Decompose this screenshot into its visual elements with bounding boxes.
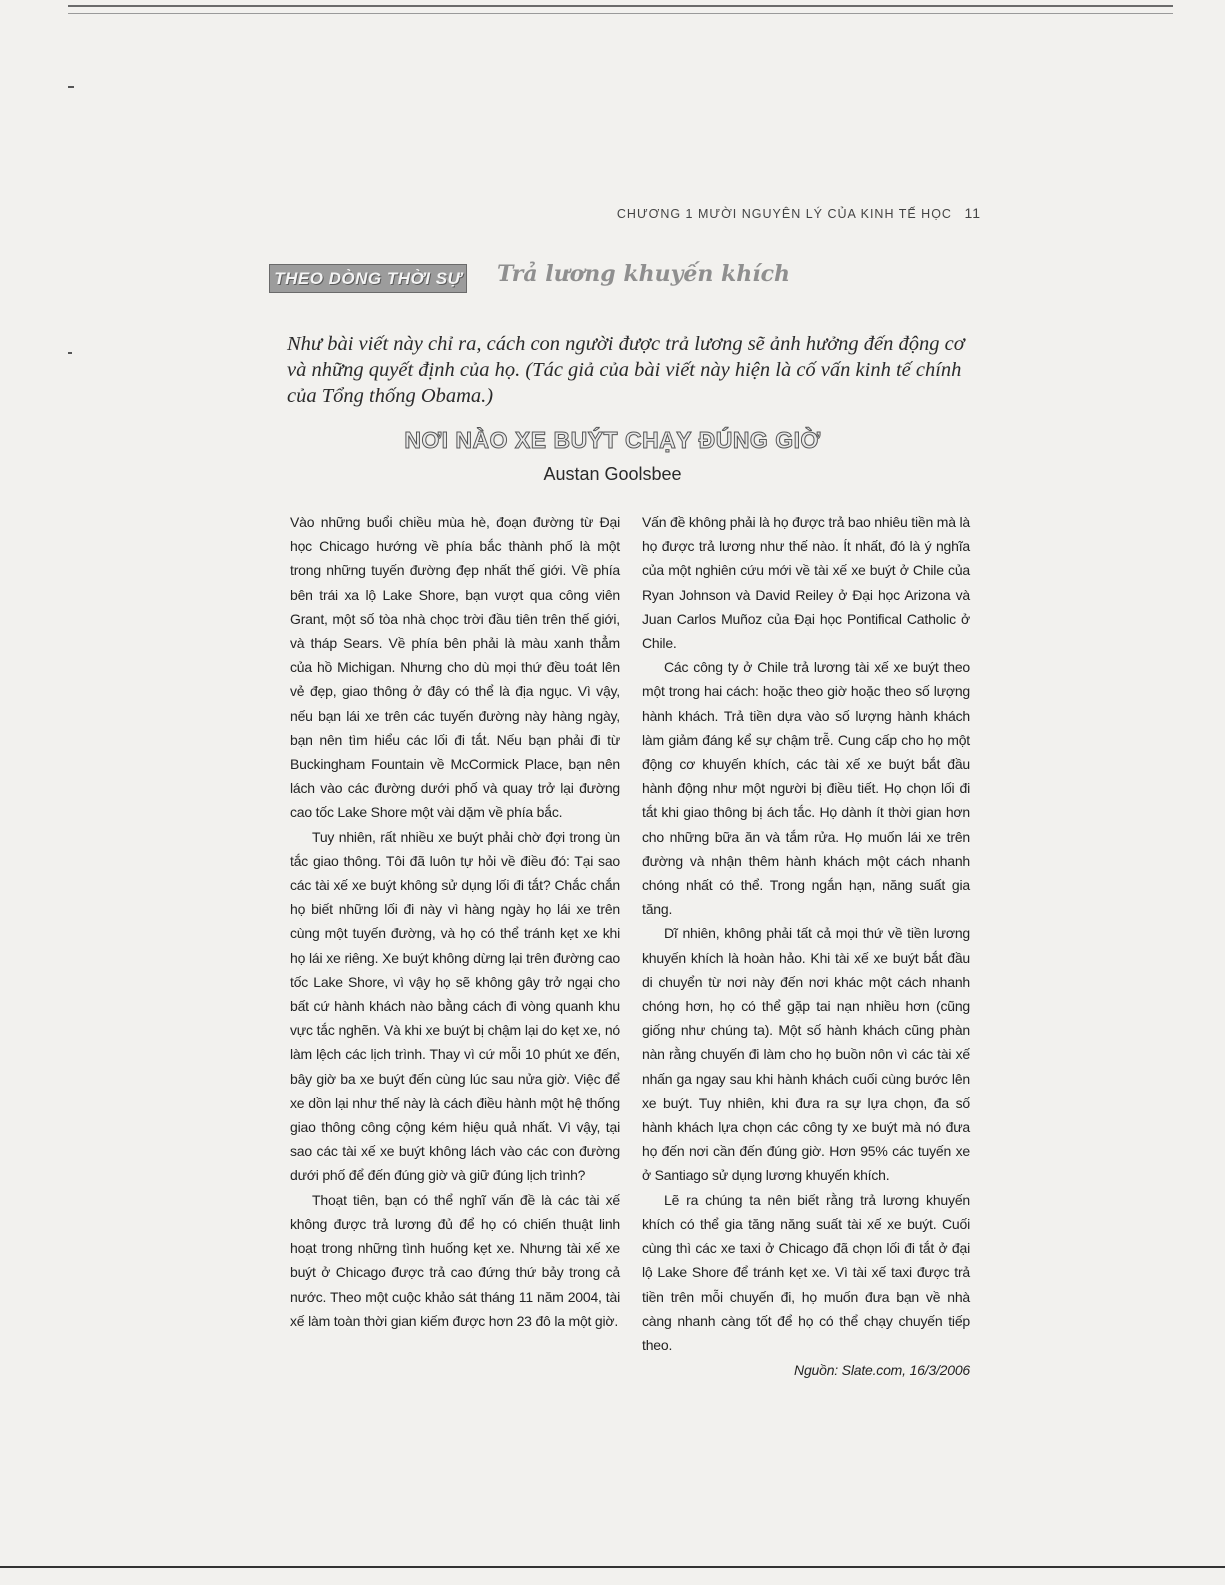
page-number: 11 [964, 205, 981, 221]
article-title: NƠI NÀO XE BUÝT CHẠY ĐÚNG GIỜ [404, 427, 821, 453]
running-head [617, 205, 981, 221]
paragraph: Các công ty ở Chile trả lương tài xế xe buýt theo một trong hai cách: hoặc theo giờ hoặc theo số lượng hành khách. Trả tiền dựa vào số lượng hành khách làm giảm đáng kể sự chậm trễ. Cung cấp cho họ một động cơ khuyến khích, các tài xế xe buýt bắt đầu hành động như một người bị điều tiết. Họ chọn lối đi tắt khi giao thông bị ách tắc. Họ dành ít thời gian hơn cho những bữa ăn và tắm rửa. Họ muốn lái xe trên đường và nhận thêm hành khách một cách nhanh chóng nhất có thể. Trong ngắn hạn, năng suất gia tăng. [642, 659, 970, 918]
intro-paragraph: Như bài viết này chỉ ra, cách con người được trả lương sẽ ảnh hưởng đến động cơ và những quyết định của họ. (Tác giả của bài viết này hiện là cố vấn kinh tế chính của Tổng thống Obama.) [287, 333, 965, 407]
bottom-rule [0, 1566, 1225, 1568]
right-column [642, 510, 970, 1382]
section-tag: THEO DÒNG THỜI SỰ [269, 264, 467, 293]
paragraph: Tuy nhiên, rất nhiều xe buýt phải chờ đợi trong ùn tắc giao thông. Tôi đã luôn tự hỏi về điều đó: Tại sao các tài xế xe buýt không sử dụng lối đi tắt? Chắc chắn họ biết những lối đi này vì hàng ngày họ lái xe trên cùng một tuyến đường, và họ có thể tránh kẹt xe khi họ lái xe riêng. Xe buýt không dừng lại trên đường cao tốc Lake Shore, vì vậy họ sẽ không gây trở ngại cho bất cứ hành khách nào bằng cách đi vòng quanh khu vực tắc nghẽn. Và khi xe buýt bị chậm lại do kẹt xe, nó làm lệch các lịch trình. Thay vì cứ mỗi 10 phút xe đến, bây giờ ba xe buýt đến cùng lúc sau nửa giờ. Việc để xe dồn lại như thế này là cách điều hành một hệ thống giao thông công cộng kém hiệu quả nhất. Vì vậy, tại sao các tài xế xe buýt không lách vào các con đường dưới phố để đến đúng giờ và giữ đúng lịch trình? [290, 828, 620, 1184]
margin-mark [68, 86, 74, 88]
paragraph: Lẽ ra chúng ta nên biết rằng trả lương khuyến khích có thể gia tăng năng suất tài xế xe buýt. Cuối cùng thì các xe taxi ở Chicago đã chọn lối đi tắt ở đại lộ Lake Shore để tránh kẹt xe. Vì tài xế taxi được trả tiền trên mỗi chuyến đi, họ muốn đưa bạn về nhà càng nhanh càng tốt để họ có thể chạy chuyến tiếp theo. [642, 1191, 970, 1353]
chapter-title: CHƯƠNG 1 MƯỜI NGUYÊN LÝ CỦA KINH TẾ HỌC [616, 207, 952, 221]
feature-title: Trả lương khuyến khích [497, 261, 790, 287]
margin-mark [68, 352, 72, 354]
paragraph: Vào những buổi chiều mùa hè, đoạn đường từ Đại học Chicago hướng về phía bắc thành phố là một trong những tuyến đường đẹp nhất thế giới. Về phía bên trái xa lộ Lake Shore, bạn vượt qua công viên Grant, một số tòa nhà chọc trời đầu tiên trên thế giới, và tháp Sears. Về phía bên phải là màu xanh thẳm của hồ Michigan. Nhưng cho dù mọi thứ đều toát lên vẻ đẹp, giao thông ở đây có thể là địa ngục. Vì vậy, nếu bạn lái xe trên các tuyến đường này hàng ngày, bạn nên tìm hiểu các lối đi tắt. Nếu bạn phải đi từ Buckingham Fountain về McCormick Place, bạn nên lách vào các đường dưới phố và quay trở lại đường cao tốc Lake Shore một vài dặm về phía bắc. [290, 514, 620, 821]
left-column [290, 510, 620, 1333]
article-author: Austan Goolsbee [543, 464, 682, 484]
paragraph: Thoạt tiên, bạn có thể nghĩ vấn đề là các tài xế không được trả lương đủ để họ có chiến thuật linh hoạt trong những tình huống kẹt xe. Nhưng tài xế xe buýt ở Chicago được trả cao đứng thứ bảy trong cả nước. Theo một cuộc khảo sát tháng 11 năm 2004, tài xế làm toàn thời gian kiếm được hơn 23 đô la một giờ. [290, 1191, 620, 1329]
paragraph: Dĩ nhiên, không phải tất cả mọi thứ về tiền lương khuyến khích là hoàn hảo. Khi tài xế xe buýt bắt đầu di chuyển từ nơi này đến nơi khác một cách nhanh chóng hơn, họ có thể gặp tai nạn nhiều hơn (cũng giống như chúng ta). Một số hành khách cũng phàn nàn rằng chuyến đi làm cho họ buồn nôn vì các tài xế nhấn ga ngay sau khi hành khách cuối cùng bước lên xe buýt. Tuy nhiên, khi đưa ra sự lựa chọn, đa số hành khách lựa chọn các công ty xe buýt mà nó đưa họ đến nơi cần đến đúng giờ. Hơn 95% các tuyến xe ở Santiago sử dụng lương khuyến khích. [642, 925, 970, 1184]
top-rule [68, 5, 1173, 14]
source-citation: Nguồn: Slate.com, 16/3/2006 [794, 1362, 970, 1379]
paragraph: Vấn đề không phải là họ được trả bao nhiêu tiền mà là họ được trả lương như thế nào. Ít nhất, đó là ý nghĩa của một nghiên cứu mới về tài xế xe buýt ở Chile của Ryan Johnson và David Reiley ở Đại học Arizona và Juan Carlos Muñoz của Đại học Pontifical Catholic ở Chile. [642, 514, 970, 652]
